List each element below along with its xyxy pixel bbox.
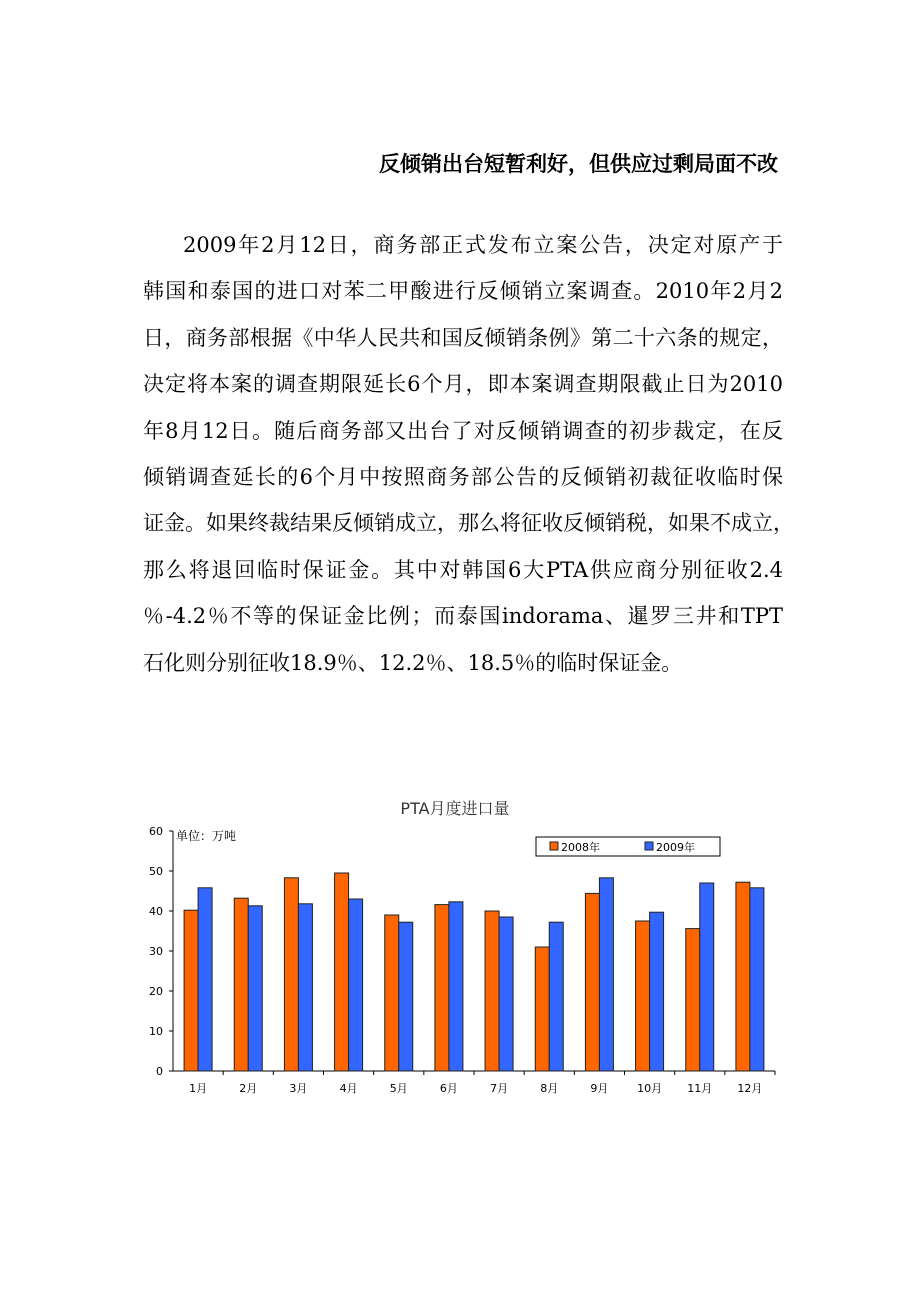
paragraph-line: 韩国和泰国的进口对苯二甲酸进行反倾销立案调查。2010年2月2 bbox=[143, 279, 783, 304]
legend-swatch bbox=[645, 842, 653, 850]
unit-label: 单位：万吨 bbox=[176, 829, 237, 843]
legend-label: 2008年 bbox=[561, 841, 600, 854]
bar-2008年 bbox=[184, 910, 198, 1071]
bar-2009年 bbox=[248, 906, 262, 1071]
bar-2008年 bbox=[585, 893, 599, 1071]
bar-2009年 bbox=[650, 912, 664, 1071]
x-tick-label: 7月 bbox=[490, 1082, 509, 1095]
paragraph-line: 那么将退回临时保证金。其中对韩国6大PTA供应商分别征收2.4 bbox=[143, 557, 783, 582]
bar-2009年 bbox=[198, 888, 212, 1071]
paragraph-line: 日，商务部根据《中华人民共和国反倾销条例》第二十六条的规定， bbox=[143, 325, 783, 350]
paragraph-line: 石化则分别征收18.9％、12.2％、18.5％的临时保证金。 bbox=[143, 650, 683, 675]
bar-2008年 bbox=[435, 905, 449, 1071]
pta-import-bar-chart bbox=[130, 790, 810, 1110]
y-tick-label: 10 bbox=[149, 1025, 163, 1038]
y-tick-label: 50 bbox=[149, 865, 163, 878]
bar-2008年 bbox=[485, 911, 499, 1071]
bar-2008年 bbox=[736, 882, 750, 1071]
bar-2008年 bbox=[636, 921, 650, 1071]
x-tick-label: 3月 bbox=[289, 1082, 308, 1095]
paragraph-line: ％-4.2％不等的保证金比例；而泰国indorama、暹罗三井和TPT bbox=[143, 604, 783, 629]
y-tick-label: 30 bbox=[149, 945, 163, 958]
bar-2009年 bbox=[449, 902, 463, 1071]
x-tick-label: 4月 bbox=[339, 1082, 358, 1095]
paragraph-line: 年8月12日。随后商务部又出台了对反倾销调查的初步裁定，在反 bbox=[143, 418, 783, 443]
legend-label: 2009年 bbox=[656, 841, 695, 854]
section-title: 反倾销出台短暂利好，但供应过剩局面不改 bbox=[379, 151, 778, 176]
bar-2009年 bbox=[599, 878, 613, 1071]
paragraph-line: 倾销调查延长的6个月中按照商务部公告的反倾销初裁征收临时保 bbox=[143, 464, 783, 489]
legend bbox=[536, 837, 720, 856]
x-tick-label: 9月 bbox=[590, 1082, 609, 1095]
bar-2009年 bbox=[549, 922, 563, 1071]
bar-2009年 bbox=[349, 899, 363, 1071]
x-tick-label: 10月 bbox=[637, 1082, 663, 1095]
x-tick-label: 8月 bbox=[540, 1082, 559, 1095]
x-tick-label: 2月 bbox=[239, 1082, 258, 1095]
bar-2008年 bbox=[234, 898, 248, 1071]
bar-2008年 bbox=[535, 947, 549, 1071]
legend-swatch bbox=[550, 842, 558, 850]
bar-2009年 bbox=[700, 883, 714, 1071]
paragraph-line: 2009年2月12日，商务部正式发布立案公告，决定对原产于 bbox=[183, 233, 783, 257]
bar-2009年 bbox=[499, 917, 513, 1071]
y-tick-label: 60 bbox=[149, 825, 163, 838]
x-tick-label: 6月 bbox=[439, 1082, 458, 1095]
x-tick-label: 1月 bbox=[189, 1082, 208, 1095]
bar-2008年 bbox=[385, 915, 399, 1071]
x-tick-label: 11月 bbox=[687, 1082, 713, 1095]
bar-2008年 bbox=[686, 929, 700, 1071]
bar-2009年 bbox=[750, 888, 764, 1071]
bar-2009年 bbox=[399, 922, 413, 1071]
paragraph-line: 决定将本案的调查期限延长6个月，即本案调查期限截止日为2010 bbox=[143, 372, 783, 397]
y-tick-label: 20 bbox=[149, 985, 163, 998]
bar-2008年 bbox=[335, 873, 349, 1071]
paragraph-line: 证金。如果终裁结果反倾销成立，那么将征收反倾销税，如果不成立， bbox=[143, 511, 794, 536]
y-tick-label: 40 bbox=[149, 905, 163, 918]
bar-2008年 bbox=[284, 878, 298, 1071]
body-paragraph bbox=[143, 222, 794, 686]
x-tick-label: 12月 bbox=[737, 1082, 763, 1095]
x-tick-label: 5月 bbox=[389, 1082, 408, 1095]
chart-title: PTA月度进口量 bbox=[400, 799, 510, 818]
y-tick-label: 0 bbox=[156, 1065, 163, 1078]
bar-2009年 bbox=[298, 904, 312, 1071]
